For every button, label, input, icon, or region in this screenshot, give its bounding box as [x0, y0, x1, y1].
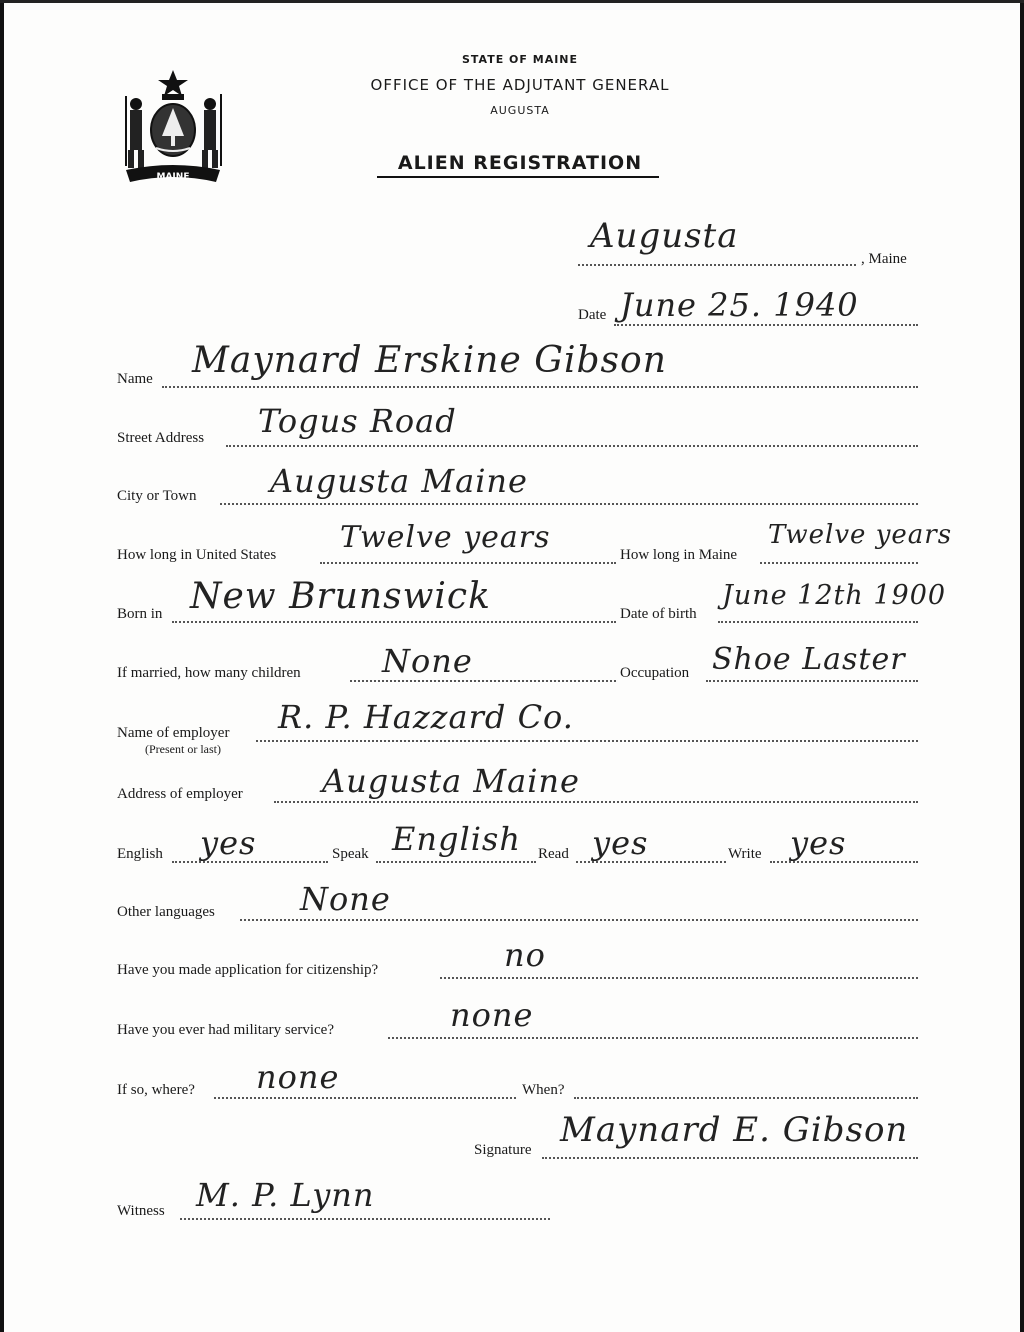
us-length-line: [320, 562, 616, 564]
occupation-value: Shoe Laster: [712, 642, 906, 677]
employer-value: R. P. Hazzard Co.: [278, 698, 574, 736]
english-value: yes: [200, 824, 257, 862]
other-languages-value: None: [300, 880, 391, 918]
born-line: [172, 621, 616, 623]
where-label: If so, where?: [117, 1082, 195, 1098]
seal-label: MAINE: [156, 172, 190, 182]
street-line: [226, 445, 918, 447]
header-state: STATE OF MAINE: [461, 53, 579, 66]
occupation-label: Occupation: [620, 665, 690, 681]
military-value: none: [450, 996, 534, 1034]
date-line: [614, 324, 918, 326]
dob-label: Date of birth: [620, 606, 697, 622]
write-value: yes: [790, 824, 847, 862]
where-value: none: [256, 1058, 340, 1096]
other-languages-label: Other languages: [117, 904, 215, 920]
citizenship-line: [440, 977, 918, 979]
write-label: Write: [728, 846, 762, 862]
maine-length-value: Twelve years: [768, 520, 953, 550]
citizenship-label: Have you made application for citizenship?: [117, 962, 379, 978]
citizenship-value: no: [504, 936, 546, 974]
place-line: [578, 264, 856, 266]
signature-value: Maynard E. Gibson: [560, 1110, 909, 1150]
speak-line: [376, 861, 536, 863]
employer-note: (Present or last): [145, 742, 221, 756]
witness-value: M. P. Lynn: [196, 1176, 375, 1214]
when-label: When?: [522, 1082, 565, 1098]
employer-address-value: Augusta Maine: [322, 762, 580, 800]
when-line: [574, 1097, 918, 1099]
children-value: None: [382, 642, 473, 680]
witness-line: [180, 1218, 550, 1220]
place-value: Augusta: [590, 216, 739, 256]
city-line: [220, 503, 918, 505]
military-label: Have you ever had military service?: [117, 1022, 334, 1038]
read-label: Read: [538, 846, 569, 862]
where-line: [214, 1097, 516, 1099]
maine-length-label: How long in Maine: [620, 547, 738, 563]
read-value: yes: [592, 824, 649, 862]
name-label: Name: [117, 371, 153, 387]
english-label: English: [117, 846, 163, 862]
date-label: Date: [578, 307, 607, 323]
born-label: Born in: [117, 606, 163, 622]
name-line: [162, 386, 918, 388]
born-value: New Brunswick: [190, 576, 491, 617]
us-length-label: How long in United States: [117, 547, 277, 563]
witness-label: Witness: [117, 1203, 165, 1219]
name-value: Maynard Erskine Gibson: [192, 340, 667, 381]
city-label: City or Town: [117, 488, 197, 504]
employer-address-label: Address of employer: [117, 786, 243, 802]
scan-edge-left: [0, 0, 4, 1332]
signature-label: Signature: [474, 1142, 532, 1158]
header-office: OFFICE OF THE ADJUTANT GENERAL: [370, 76, 670, 94]
speak-label: Speak: [332, 846, 369, 862]
scan-edge-right: [1020, 0, 1024, 1332]
street-value: Togus Road: [258, 402, 457, 440]
us-length-value: Twelve years: [340, 520, 551, 555]
occupation-line: [706, 680, 918, 682]
employer-line: [256, 740, 918, 742]
signature-line: [542, 1157, 918, 1159]
header-city: AUGUSTA: [490, 104, 550, 117]
title-underline: [377, 176, 659, 178]
children-line: [350, 680, 616, 682]
street-label: Street Address: [117, 430, 205, 446]
maine-label: , Maine: [861, 251, 907, 267]
scan-edge-top: [0, 0, 1024, 3]
employer-label: Name of employer: [117, 725, 230, 741]
dob-value: June 12th 1900: [722, 580, 947, 611]
state-seal-icon: [118, 66, 228, 184]
maine-length-line: [760, 562, 918, 564]
military-line: [388, 1037, 918, 1039]
form-title: ALIEN REGISTRATION: [397, 152, 643, 174]
other-languages-line: [240, 919, 918, 921]
children-label: If married, how many children: [117, 665, 301, 681]
city-value: Augusta Maine: [270, 462, 528, 500]
speak-value: English: [392, 820, 521, 858]
dob-line: [718, 621, 918, 623]
date-value: June 25. 1940: [620, 286, 859, 324]
employer-address-line: [274, 801, 918, 803]
